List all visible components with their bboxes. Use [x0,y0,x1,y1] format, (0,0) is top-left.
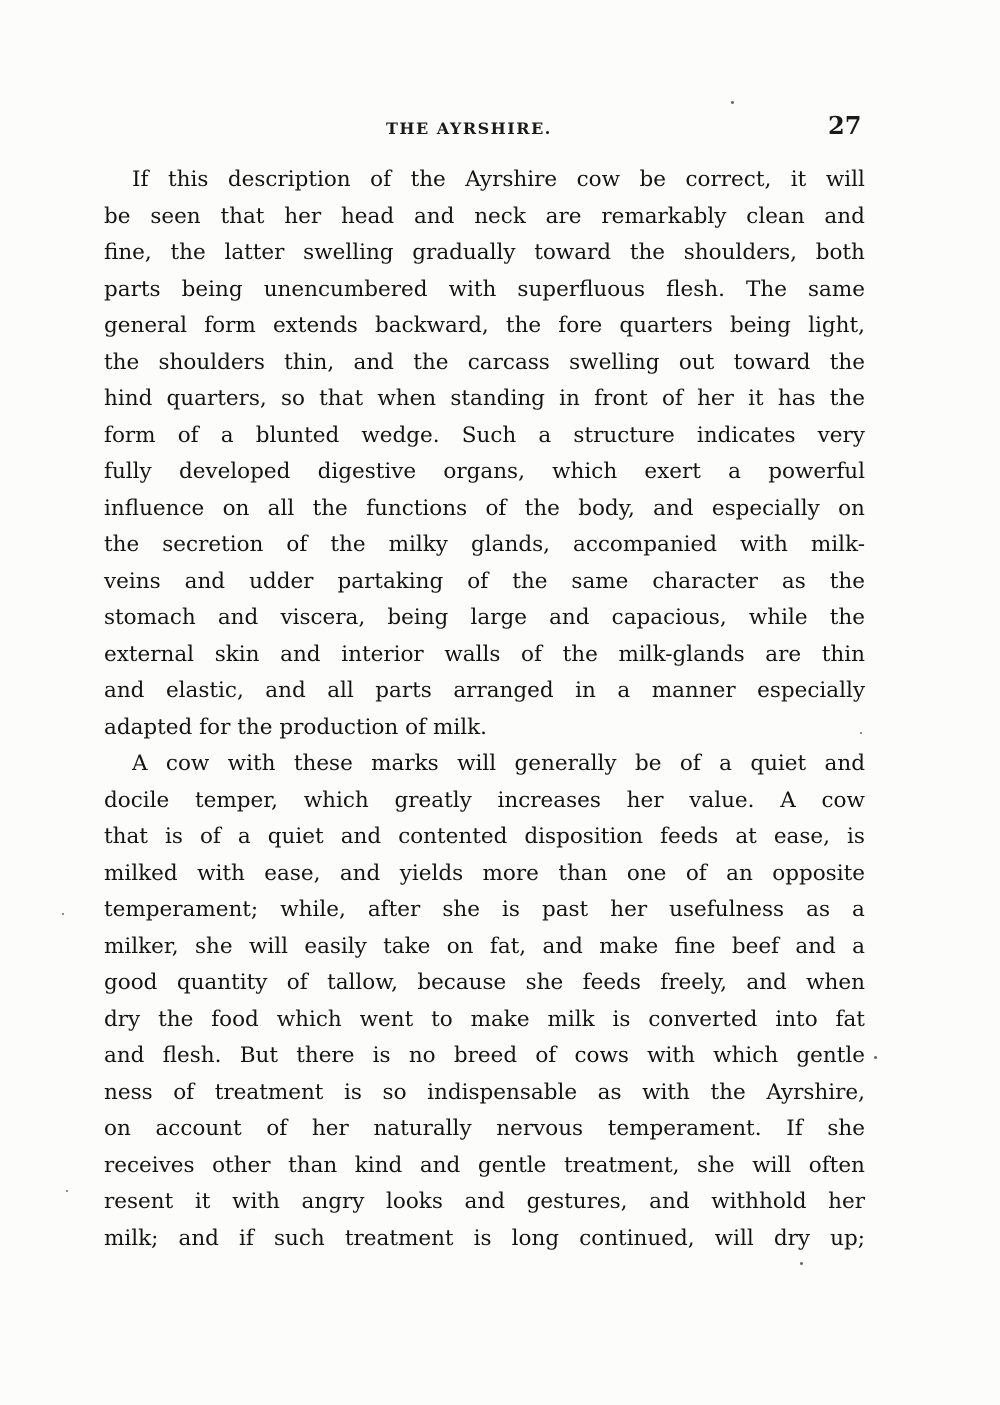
text-line: and elastic, and all parts arranged in a manner especially [104,678,865,703]
text-line: hind quarters, so that when standing in front of her it has the [104,386,865,411]
text-line: temperament; while, after she is past her usefulness as a [104,897,865,922]
text-line: stomach and viscera, being large and capacious, while the [104,605,865,630]
text-line: milker, she will easily take on fat, and make fine beef and a [104,933,865,959]
text-line: general form extends backward, the fore quarters being light, [104,313,865,338]
text-line: adapted for the production of milk. [104,714,487,740]
text-line: be seen that her head and neck are remarkably clean and [104,203,865,229]
text-line: ness of treatment is so indispensable as with the Ayrshire, [104,1079,865,1105]
text-line: milked with ease, and yields more than one of an opposite [104,860,865,886]
scan-speck [731,101,734,104]
text-line: on account of her naturally nervous temperament. If she [104,1116,865,1141]
scan-speck [860,732,862,734]
text-line: form of a blunted wedge. Such a structure indicates very [104,422,865,448]
text-line: external skin and interior walls of the milk-glands are thin [104,641,865,667]
scan-speck [800,1262,803,1265]
text-line: A cow with these marks will generally be of a quiet and [132,751,865,776]
text-line: docile temper, which greatly increases her value. A cow [104,787,865,813]
scan-speck [874,1056,877,1059]
text-line: and flesh. But there is no breed of cows with which gentle [104,1043,865,1068]
running-title: THE AYRSHIRE. [386,119,552,138]
text-line: fully developed digestive organs, which exert a powerful [104,459,865,484]
text-line: that is of a quiet and contented disposition feeds at ease, is [104,824,865,849]
text-line: dry the food which went to make milk is converted into fat [104,1006,865,1032]
scan-speck [62,913,64,915]
text-line: influence on all the functions of the body, and especially on [104,495,865,521]
text-line: the shoulders thin, and the carcass swelling out toward the [104,349,865,375]
page-number: 27 [828,111,862,140]
text-line: milk; and if such treatment is long continued, will dry up; [104,1225,865,1251]
text-line: parts being unencumbered with superfluous flesh. The same [104,276,865,302]
text-line: resent it with angry looks and gestures, and withhold her [104,1189,865,1214]
scan-speck [66,1190,68,1192]
text-line: receives other than kind and gentle treatment, she will often [104,1152,865,1178]
text-line: fine, the latter swelling gradually toward the shoulders, both [104,240,865,265]
text-line: veins and udder partaking of the same character as the [104,568,865,594]
text-line: good quantity of tallow, because she feeds freely, and when [104,970,865,995]
text-line: If this description of the Ayrshire cow be correct, it will [132,167,865,192]
text-line: the secretion of the milky glands, accompanied with milk- [104,532,865,557]
body-text [104,162,865,1257]
